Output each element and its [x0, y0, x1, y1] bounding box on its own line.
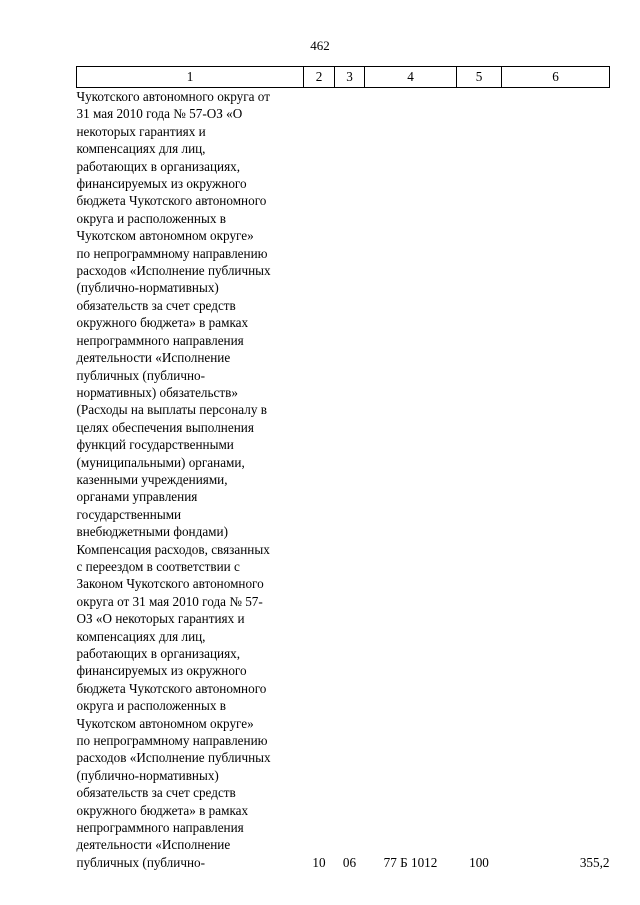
- subsection-code: [335, 88, 365, 541]
- description-line: с переездом в соответствии с: [76, 558, 240, 574]
- description-line: расходов «Исполнение публичных: [76, 750, 271, 766]
- column-header-3: 3: [335, 67, 365, 88]
- column-header-1: 1: [77, 67, 304, 88]
- description-line: бюджета Чукотского автономного: [76, 680, 267, 696]
- description-line: округа от 31 мая 2010 года № 57-: [76, 593, 263, 609]
- description-line: округа и расположенных в: [76, 698, 226, 714]
- column-header-2: 2: [304, 67, 335, 88]
- description-line: непрограммного направления: [76, 820, 244, 836]
- description-line: работающих в организациях,: [76, 158, 241, 174]
- description-line: бюджета Чукотского автономного: [76, 193, 267, 209]
- subsection-code: 06: [342, 854, 357, 870]
- column-header-4: 4: [365, 67, 457, 88]
- amount-value: [502, 88, 610, 541]
- budget-table: [76, 66, 610, 871]
- description-line: некоторых гарантиях и: [76, 123, 206, 139]
- description-line: окружного бюджета» в рамках: [76, 315, 249, 331]
- description-line: публичных (публично-: [76, 854, 205, 870]
- description-line: финансируемых из окружного: [76, 663, 247, 679]
- row-description: [77, 88, 304, 541]
- description-line: расходов «Исполнение публичных: [76, 263, 271, 279]
- table-row: [77, 88, 610, 541]
- description-line: деятельности «Исполнение: [76, 350, 231, 366]
- description-line: органами управления: [76, 489, 198, 505]
- section-code: 10: [312, 854, 326, 870]
- description-line: (муниципальными) органами,: [76, 454, 245, 470]
- description-line: (Расходы на выплаты персоналу в: [76, 402, 267, 418]
- description-line: нормативных) обязательств»: [76, 384, 238, 400]
- description-line: (публично-нормативных): [76, 280, 219, 296]
- description-line: внебюджетными фондами): [76, 524, 228, 540]
- description-line: Компенсация расходов, связанных: [76, 541, 270, 557]
- description-line: работающих в организациях,: [76, 646, 241, 661]
- amount-value: 355,2: [579, 854, 610, 870]
- description-line: государственными: [76, 506, 182, 522]
- description-line: непрограммного направления: [76, 332, 244, 348]
- description-line: казенными учреждениями,: [76, 471, 228, 487]
- description-line: по непрограммному направлению: [76, 245, 268, 261]
- description-line: (публично-нормативных): [76, 767, 219, 783]
- page-number: 462: [310, 38, 330, 53]
- expense-type-code: 100: [469, 854, 489, 870]
- description-line: функций государственными: [76, 437, 234, 453]
- table-header-row: [77, 67, 610, 88]
- description-line: по непрограммному направлению: [76, 733, 268, 749]
- description-line: Чукотском автономном округе»: [76, 715, 254, 731]
- description-line: обязательств за счет средств: [76, 297, 236, 313]
- section-code: [304, 88, 335, 541]
- column-header-5: 5: [457, 67, 502, 88]
- description-line: целях обеспечения выполнения: [76, 419, 254, 435]
- target-article-code: [365, 88, 457, 541]
- description-line: Законом Чукотского автономного: [76, 576, 264, 592]
- description-line: финансируемых из окружного: [76, 176, 247, 192]
- column-header-6: 6: [502, 67, 610, 88]
- table-row: [77, 541, 610, 872]
- description-line: компенсациях для лиц,: [76, 141, 206, 157]
- description-line: публичных (публично-: [76, 367, 205, 383]
- description-line: округа и расположенных в: [76, 210, 226, 226]
- description-line: обязательств за счет средств: [76, 785, 236, 801]
- description-line: Чукотском автономном округе»: [76, 228, 254, 244]
- description-line: 31 мая 2010 года № 57-ОЗ «О: [76, 106, 243, 122]
- description-line: Чукотского автономного округа от: [76, 89, 270, 104]
- description-line: компенсациях для лиц,: [76, 628, 206, 644]
- target-article-code: 77 Б 1012: [383, 854, 438, 870]
- description-line: окружного бюджета» в рамках: [76, 802, 249, 818]
- description-line: ОЗ «О некоторых гарантиях и: [76, 611, 245, 627]
- description-line: деятельности «Исполнение: [76, 837, 231, 853]
- expense-type-code: [457, 88, 502, 541]
- row-description: [77, 541, 304, 872]
